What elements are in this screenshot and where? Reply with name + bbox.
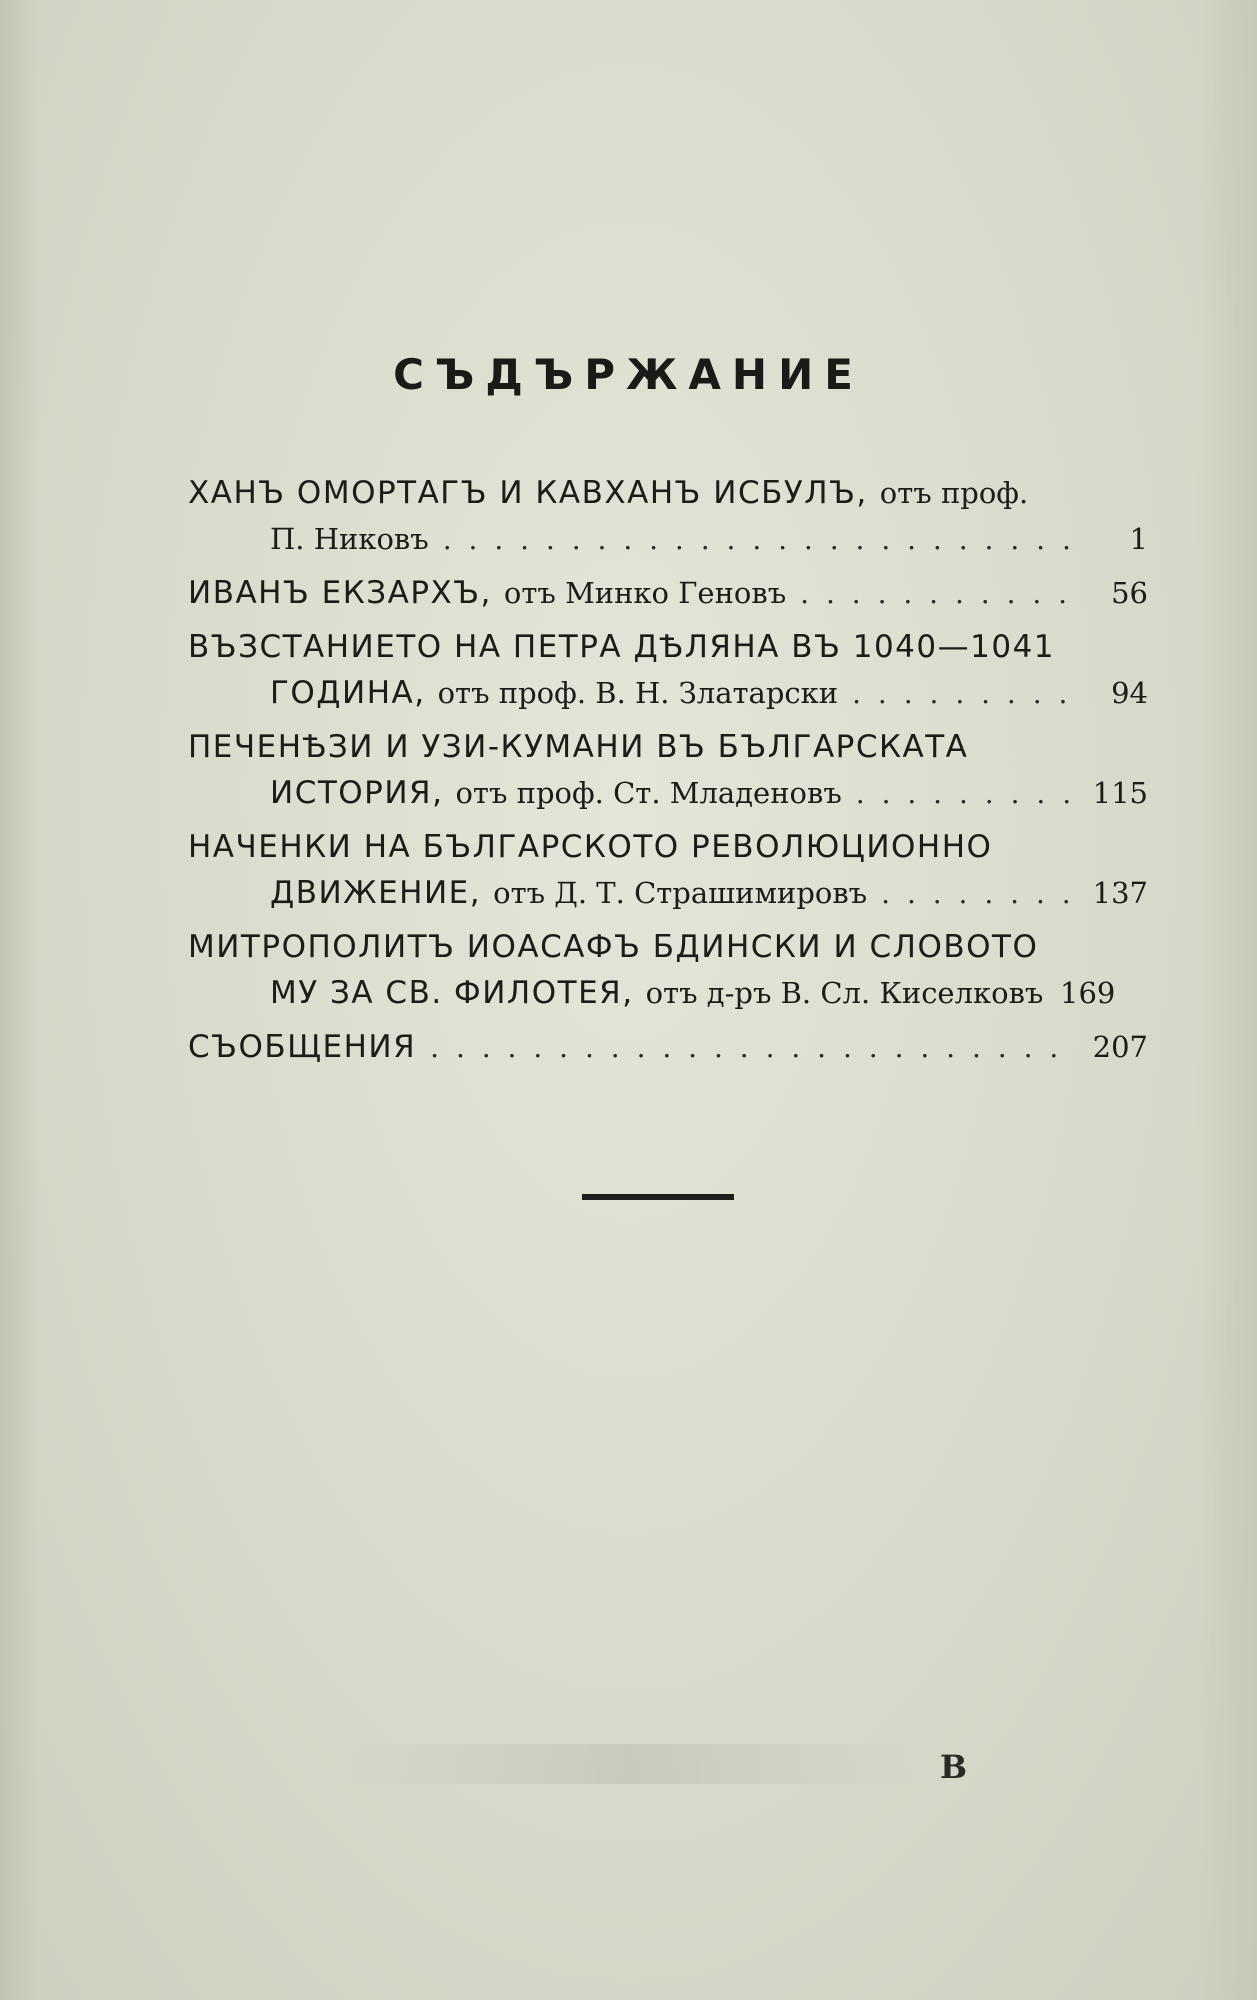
- article-title: ДВИЖЕНИЕ,: [270, 875, 482, 911]
- toc-line: [188, 570, 1148, 616]
- table-of-contents: [188, 470, 1148, 1078]
- toc-line: [188, 516, 1148, 562]
- article-author: П. Никовъ: [270, 522, 429, 556]
- article-title: ПЕЧЕНѢЗИ И УЗИ-КУМАНИ ВЪ БЪЛГАРСКАТА: [188, 729, 969, 765]
- toc-line: [188, 470, 1148, 516]
- toc-line: [188, 724, 1148, 770]
- page-number: 169: [1060, 976, 1116, 1010]
- article-author: отъ Минко Геновъ: [503, 576, 787, 610]
- article-title: ИСТОРИЯ,: [270, 775, 444, 811]
- page-number: 1: [1129, 522, 1148, 556]
- dot-leader: [881, 871, 1074, 917]
- dot-leader: [852, 671, 1074, 717]
- page-number: 115: [1092, 776, 1148, 810]
- page-title: СЪДЪРЖАНИЕ: [393, 350, 864, 399]
- page-number: 56: [1111, 576, 1148, 610]
- article-author: отъ Д. Т. Страшимировъ: [493, 876, 868, 910]
- toc-entry: [188, 624, 1148, 716]
- dot-leader: [443, 517, 1074, 563]
- page-number: 207: [1092, 1030, 1148, 1064]
- toc-line: [188, 670, 1148, 716]
- bleed-through-text: [330, 1744, 930, 1784]
- article-author: отъ проф.: [879, 476, 1029, 510]
- article-title: ИВАНЪ ЕКЗАРХЪ,: [188, 575, 492, 611]
- dot-leader: [856, 771, 1074, 817]
- toc-entry: [188, 724, 1148, 816]
- article-title: ГОДИНА,: [270, 675, 426, 711]
- article-title: СЪОБЩЕНИЯ: [188, 1029, 417, 1065]
- toc-line: [188, 924, 1148, 970]
- article-title: ВЪЗСТАНИЕТО НА ПЕТРА ДѢЛЯНА ВЪ 1040—1041: [188, 629, 1056, 665]
- toc-entry: [188, 924, 1148, 1016]
- dot-leader: [430, 1025, 1074, 1071]
- toc-line: [188, 624, 1148, 670]
- toc-line: [188, 970, 1148, 1016]
- article-title: НАЧЕНКИ НА БЪЛГАРСКОТО РЕВОЛЮЦИОННО: [188, 829, 993, 865]
- toc-line: [188, 870, 1148, 916]
- article-title: МУ ЗА СВ. ФИЛОТЕЯ,: [270, 975, 634, 1011]
- toc-line: [188, 824, 1148, 870]
- page-number: 94: [1111, 676, 1148, 710]
- library-stamp: В: [940, 1748, 968, 1786]
- toc-entry: [188, 470, 1148, 562]
- article-author: отъ д-ръ В. Сл. Киселковъ: [645, 976, 1044, 1010]
- article-title: ХАНЪ ОМОРТАГЪ И КАВХАНЪ ИСБУЛЪ,: [188, 475, 868, 511]
- dot-leader: [800, 571, 1074, 617]
- article-title: МИТРОПОЛИТЪ ИОАСАФЪ БДИНСКИ И СЛОВОТО: [188, 929, 1039, 965]
- page-number: 137: [1092, 876, 1148, 910]
- article-author: отъ проф. В. Н. Златарски: [437, 676, 839, 710]
- toc-line: [188, 770, 1148, 816]
- toc-entry: [188, 570, 1148, 616]
- toc-entry: [188, 1024, 1148, 1070]
- toc-entry: [188, 824, 1148, 916]
- decorative-rule: [582, 1194, 734, 1200]
- article-author: отъ проф. Ст. Младеновъ: [455, 776, 842, 810]
- toc-line: [188, 1024, 1148, 1070]
